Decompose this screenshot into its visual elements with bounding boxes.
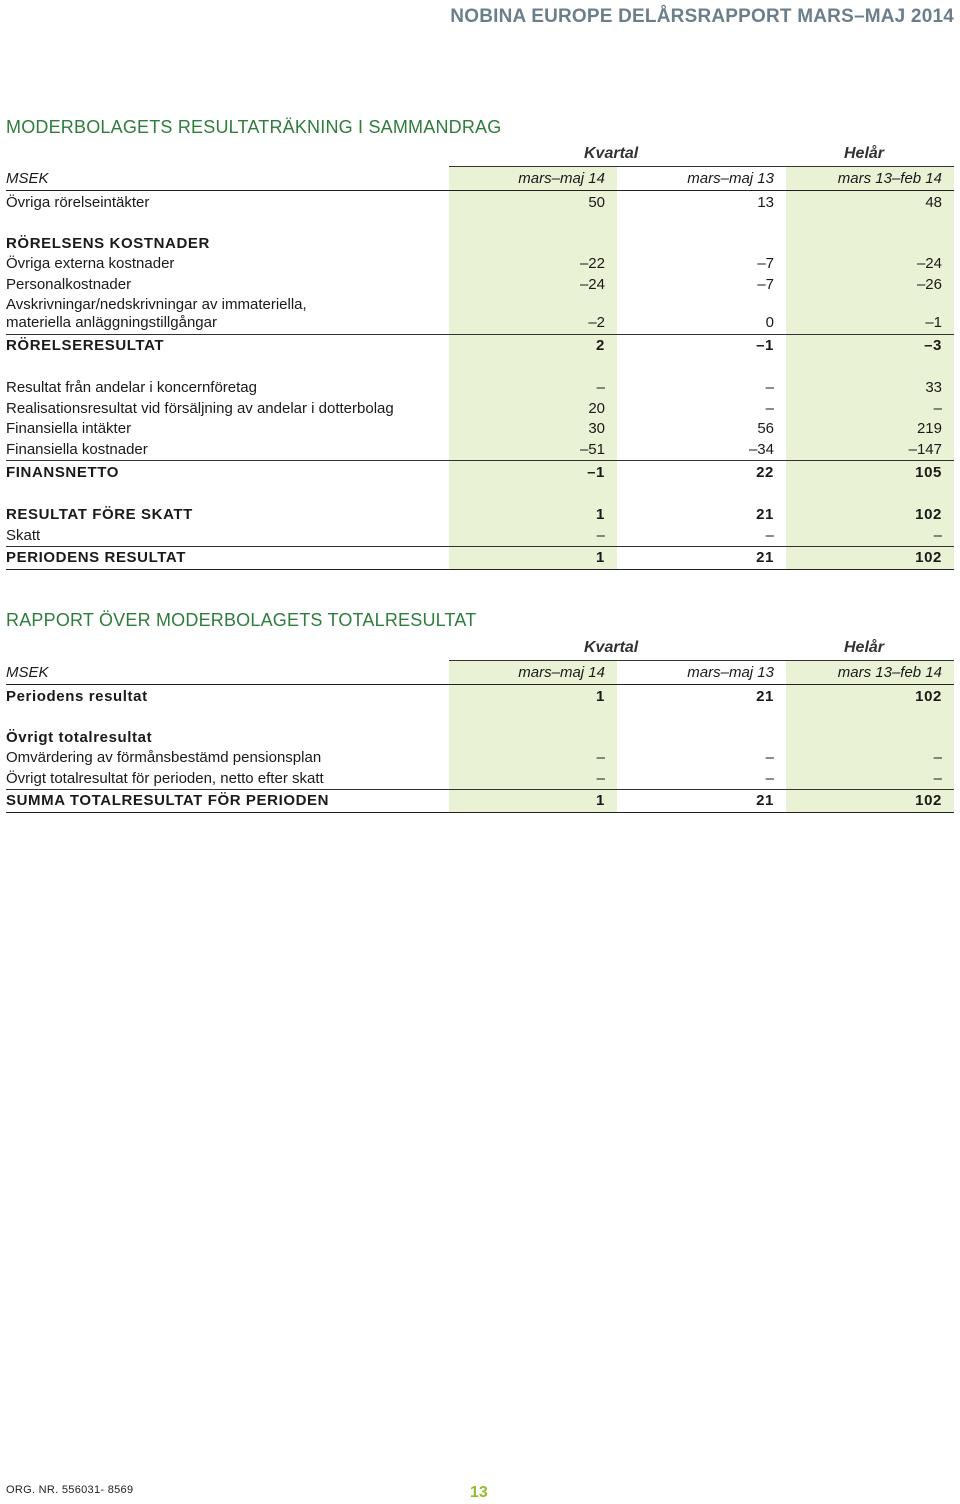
cell: 50 bbox=[588, 194, 605, 211]
cell: – bbox=[765, 379, 774, 396]
cell: – bbox=[765, 770, 774, 787]
row-label: Finansiella intäkter bbox=[6, 420, 132, 437]
org-number: ORG. NR. 556031- 8569 bbox=[6, 1484, 134, 1496]
row-label: Övriga externa kostnader bbox=[6, 255, 175, 272]
cell: – bbox=[933, 400, 942, 417]
row-label: Skatt bbox=[6, 527, 41, 544]
msek-label: MSEK bbox=[6, 170, 49, 187]
group-underline bbox=[449, 660, 954, 661]
cell: –1 bbox=[587, 464, 605, 481]
row-label: PERIODENS RESULTAT bbox=[6, 549, 186, 566]
cell: –24 bbox=[579, 276, 605, 293]
row-label: RÖRELSENS KOSTNADER bbox=[6, 235, 210, 252]
cell: –2 bbox=[588, 314, 605, 331]
row-label: Omvärdering av förmånsbestämd pensionsplan bbox=[6, 749, 322, 766]
cell: 33 bbox=[925, 379, 942, 396]
cell: – bbox=[765, 527, 774, 544]
cell: – bbox=[596, 527, 605, 544]
cell: – bbox=[765, 749, 774, 766]
msek-label: MSEK bbox=[6, 664, 49, 681]
cell: –22 bbox=[579, 255, 605, 272]
cell: 102 bbox=[915, 549, 942, 566]
cell: 56 bbox=[757, 420, 774, 437]
cell: –7 bbox=[757, 276, 774, 293]
cell: 1 bbox=[596, 792, 605, 809]
cell: 21 bbox=[756, 506, 774, 523]
row-label: RÖRELSERESULTAT bbox=[6, 337, 165, 354]
group-header-helar: Helår bbox=[844, 639, 885, 656]
cell: 20 bbox=[588, 400, 605, 417]
cell: –1 bbox=[756, 337, 774, 354]
cell: –147 bbox=[908, 441, 942, 458]
cell: 102 bbox=[915, 792, 942, 809]
cell: 219 bbox=[916, 420, 942, 437]
cell: 1 bbox=[596, 506, 605, 523]
cell: 22 bbox=[756, 464, 774, 481]
cell: 1 bbox=[596, 549, 605, 566]
header-rule bbox=[6, 190, 954, 191]
table-bottom-rule bbox=[6, 569, 954, 570]
cell: –51 bbox=[579, 441, 605, 458]
group-header-kvartal: Kvartal bbox=[584, 145, 639, 162]
row-label: Finansiella kostnader bbox=[6, 441, 148, 458]
cell: 102 bbox=[915, 688, 942, 705]
col-header: mars 13–feb 14 bbox=[837, 170, 942, 187]
shade-col-q1 bbox=[449, 660, 617, 813]
cell: – bbox=[596, 749, 605, 766]
cell: – bbox=[596, 770, 605, 787]
row-label: Periodens resultat bbox=[6, 688, 148, 705]
row-rule bbox=[6, 334, 954, 335]
cell: –26 bbox=[916, 276, 942, 293]
cell: 21 bbox=[756, 549, 774, 566]
col-header: mars–maj 13 bbox=[687, 170, 774, 187]
income-statement-table bbox=[6, 142, 954, 570]
cell: – bbox=[933, 527, 942, 544]
row-label: Övrigt totalresultat bbox=[6, 729, 153, 746]
cell: 30 bbox=[588, 420, 605, 437]
cell: 48 bbox=[925, 194, 942, 211]
group-underline bbox=[449, 166, 954, 167]
report-header-title: NOBINA EUROPE DELÅRSRAPPORT MARS–MAJ 2014 bbox=[450, 6, 954, 27]
cell: – bbox=[765, 400, 774, 417]
row-label: materiella anläggningstillgångar bbox=[6, 314, 217, 331]
col-header: mars–maj 14 bbox=[518, 664, 605, 681]
row-label: Personalkostnader bbox=[6, 276, 132, 293]
cell: – bbox=[933, 770, 942, 787]
cell: 21 bbox=[756, 688, 774, 705]
income-statement-title: MODERBOLAGETS RESULTATRÄKNING I SAMMANDRAG bbox=[6, 117, 502, 137]
cell: –1 bbox=[925, 314, 942, 331]
row-label: FINANSNETTO bbox=[6, 464, 119, 481]
cell: – bbox=[596, 379, 605, 396]
row-rule bbox=[6, 789, 954, 790]
cell: 1 bbox=[596, 688, 605, 705]
row-rule bbox=[6, 546, 954, 547]
cell: 13 bbox=[757, 194, 774, 211]
page-number: 13 bbox=[470, 1484, 488, 1501]
row-label: Avskrivningar/nedskrivningar av immateriella, bbox=[6, 296, 307, 313]
col-header: mars 13–feb 14 bbox=[837, 664, 942, 681]
total-result-title: RAPPORT ÖVER MODERBOLAGETS TOTALRESULTAT bbox=[6, 610, 477, 630]
row-rule bbox=[6, 460, 954, 461]
shade-col-year bbox=[786, 660, 954, 813]
group-header-helar: Helår bbox=[844, 145, 885, 162]
cell: –3 bbox=[924, 337, 942, 354]
row-label: Resultat från andelar i koncernföretag bbox=[6, 379, 257, 396]
cell: 102 bbox=[915, 506, 942, 523]
cell: –24 bbox=[916, 255, 942, 272]
row-label: SUMMA TOTALRESULTAT FÖR PERIODEN bbox=[6, 792, 330, 809]
cell: –7 bbox=[757, 255, 774, 272]
cell: 105 bbox=[915, 464, 942, 481]
cell: 2 bbox=[596, 337, 605, 354]
row-label: Övrigt totalresultat för perioden, netto efter skatt bbox=[6, 770, 324, 787]
col-header: mars–maj 14 bbox=[518, 170, 605, 187]
cell: 21 bbox=[756, 792, 774, 809]
group-header-kvartal: Kvartal bbox=[584, 639, 639, 656]
table-bottom-rule bbox=[6, 812, 954, 813]
row-label: Övriga rörelseintäkter bbox=[6, 194, 150, 211]
cell: 0 bbox=[765, 314, 774, 331]
col-header: mars–maj 13 bbox=[687, 664, 774, 681]
cell: –34 bbox=[748, 441, 774, 458]
row-label: Realisationsresultat vid försäljning av andelar i dotterbolag bbox=[6, 400, 394, 417]
cell: – bbox=[933, 749, 942, 766]
header-rule bbox=[6, 684, 954, 685]
total-result-table bbox=[6, 636, 954, 813]
row-label: RESULTAT FÖRE SKATT bbox=[6, 506, 193, 523]
